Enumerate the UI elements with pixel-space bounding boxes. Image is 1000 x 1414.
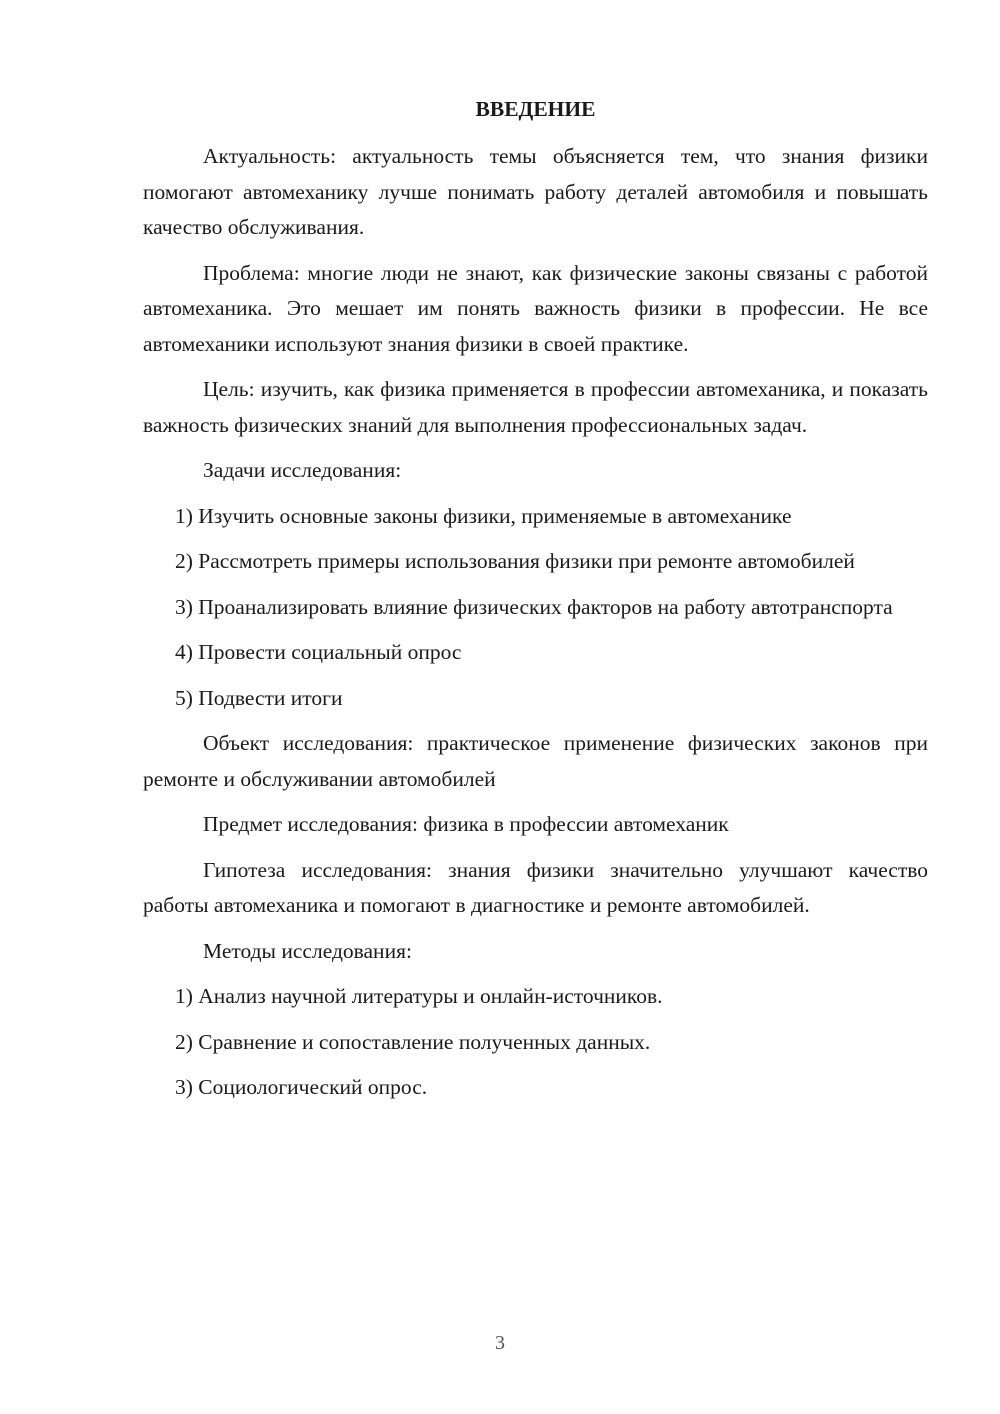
object-paragraph: Объект исследования: практическое применение физических законов при ремонте и обслуживании автомобилей xyxy=(143,731,928,791)
task-item: 5) Подвести итоги xyxy=(175,685,343,710)
method-item: 1) Анализ научной литературы и онлайн-источников. xyxy=(175,984,663,1008)
subject-paragraph: Предмет исследования: физика в профессии автомеханик xyxy=(203,812,729,836)
task-item: 4) Провести социальный опрос xyxy=(175,640,462,664)
task-item: 2) Рассмотреть примеры использования физики при ремонте автомобилей xyxy=(175,549,855,573)
tasks-heading: Задачи исследования: xyxy=(203,458,402,482)
problem-paragraph: Проблема: многие люди не знают, как физические законы связаны с работой автомеханика. Это мешает им понять важность физики в профессии. Не все автомеханики используют знания физики в своей практике. xyxy=(143,260,928,356)
page-title: ВВЕДЕНИЕ xyxy=(475,97,596,121)
task-item: 3) Проанализировать влияние физических факторов на работу автотранспорта xyxy=(175,594,893,619)
relevance-paragraph: Актуальность: актуальность темы объясняется тем, что знания физики помогают автомеханику лучше понимать работу деталей автомобиля и повышать качество обслуживания. xyxy=(143,144,928,239)
method-item: 2) Сравнение и сопоставление полученных данных. xyxy=(175,1029,651,1054)
methods-heading: Методы исследования: xyxy=(203,938,412,963)
hypothesis-paragraph: Гипотеза исследования: знания физики значительно улучшают качество работы автомеханика и помогают в диагностике и ремонте автомобилей. xyxy=(143,857,928,917)
page-number: 3 xyxy=(495,1332,505,1354)
method-item: 3) Социологический опрос. xyxy=(175,1075,428,1099)
document-body xyxy=(143,92,928,1116)
goal-paragraph: Цель: изучить, как физика применяется в профессии автомеханика, и показать важность физических знаний для выполнения профессиональных задач. xyxy=(143,377,928,437)
task-item: 1) Изучить основные законы физики, применяемые в автомеханике xyxy=(175,503,792,528)
